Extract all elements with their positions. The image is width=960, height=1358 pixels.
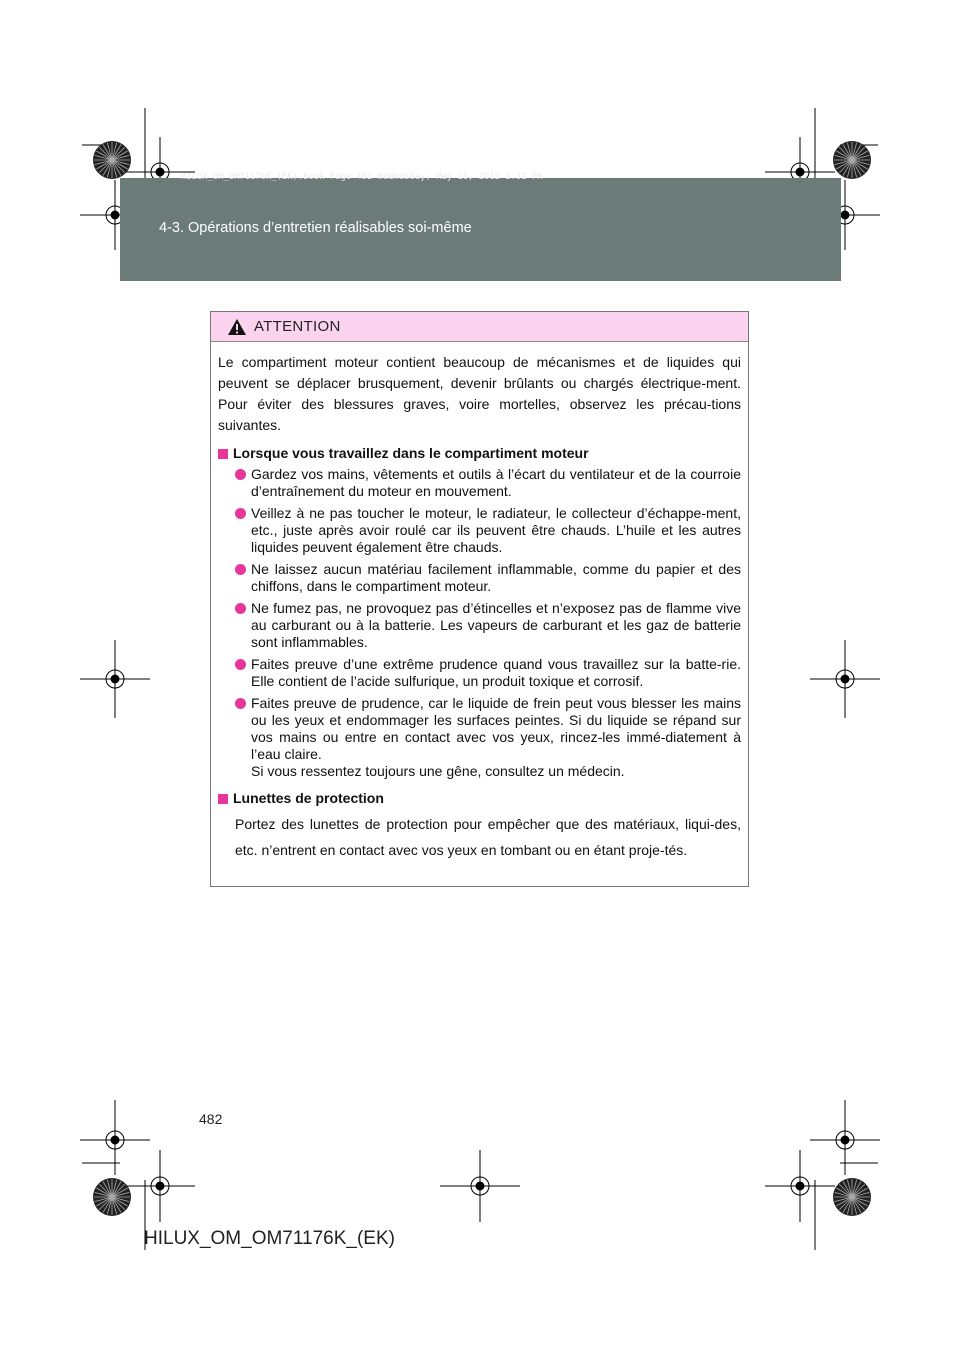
warning-box — [210, 311, 749, 887]
round-bullet-icon — [235, 508, 246, 519]
section-title: 4-3. Opérations d’entretien réalisables soi-même — [159, 220, 472, 236]
file-stamp: HILUX_OM_OM71176K_(EK).book Page 482 Wednesday, May 16, 2012 2:32 PM — [181, 172, 543, 182]
square-bullet-icon — [218, 449, 228, 459]
list-item: Faites preuve d’une extrême prudence quand vous travaillez sur la batte-rie. Elle contient de l’acide sulfurique, un produit toxique et corrosif. — [218, 656, 741, 690]
round-bullet-icon — [235, 659, 246, 670]
section-heading-goggles: Lunettes de protection — [218, 788, 741, 809]
list-item: Gardez vos mains, vêtements et outils à l’écart du ventilateur et de la courroie d’entraînement du moteur en mouvement. — [218, 466, 741, 500]
square-bullet-icon — [218, 794, 228, 804]
round-bullet-icon — [235, 698, 246, 709]
warning-triangle-icon — [227, 318, 247, 336]
chapter-header-band — [120, 178, 841, 281]
warning-body — [211, 342, 748, 863]
footer-doc-id: HILUX_OM_OM71176K_(EK) — [144, 1228, 395, 1249]
warning-intro: Le compartiment moteur contient beaucoup de mécanismes et de liquides qui peuvent se déplacer brusquement, devenir brûlants ou chargés électrique-ment. Pour éviter des blessures graves, voire mortelles, observez les précau-tions suivantes. — [218, 354, 741, 433]
list-item: Ne fumez pas, ne provoquez pas d’étincelles et n’exposez pas de flamme vive au carburant ou à la batterie. Les vapeurs de carburant et les gaz de batterie sont inflammables. — [218, 600, 741, 651]
list-item: Ne laissez aucun matériau facilement inflammable, comme du papier et des chiffons, dans le compartiment moteur. — [218, 561, 741, 595]
round-bullet-icon — [235, 469, 246, 480]
round-bullet-icon — [235, 603, 246, 614]
section-heading-engine: Lorsque vous travaillez dans le compartiment moteur — [218, 443, 741, 464]
goggles-text: Portez des lunettes de protection pour empêcher que des matériaux, liqui-des, etc. n’entrent en contact avec vos yeux en tombant ou en étant proje-tés. — [235, 816, 741, 858]
page-number: 482 — [199, 1111, 223, 1127]
round-bullet-icon — [235, 564, 246, 575]
list-item: Veillez à ne pas toucher le moteur, le radiateur, le collecteur d’échappe-ment, etc., juste après avoir roulé car ils peuvent être chauds. L’huile et les autres liquides peuvent également être chauds. — [218, 505, 741, 556]
warning-header — [211, 312, 748, 342]
list-item: Faites preuve de prudence, car le liquide de frein peut vous blesser les mains ou les yeux et endommager les surfaces peintes. Si du liquide se répand sur vos mains ou entre en contact avec vos yeux, rincez-les immé-diatement à l’eau claire. Si vous ressentez toujours une gêne, consultez un médecin. — [218, 695, 741, 780]
warning-title: ATTENTION — [254, 318, 341, 335]
